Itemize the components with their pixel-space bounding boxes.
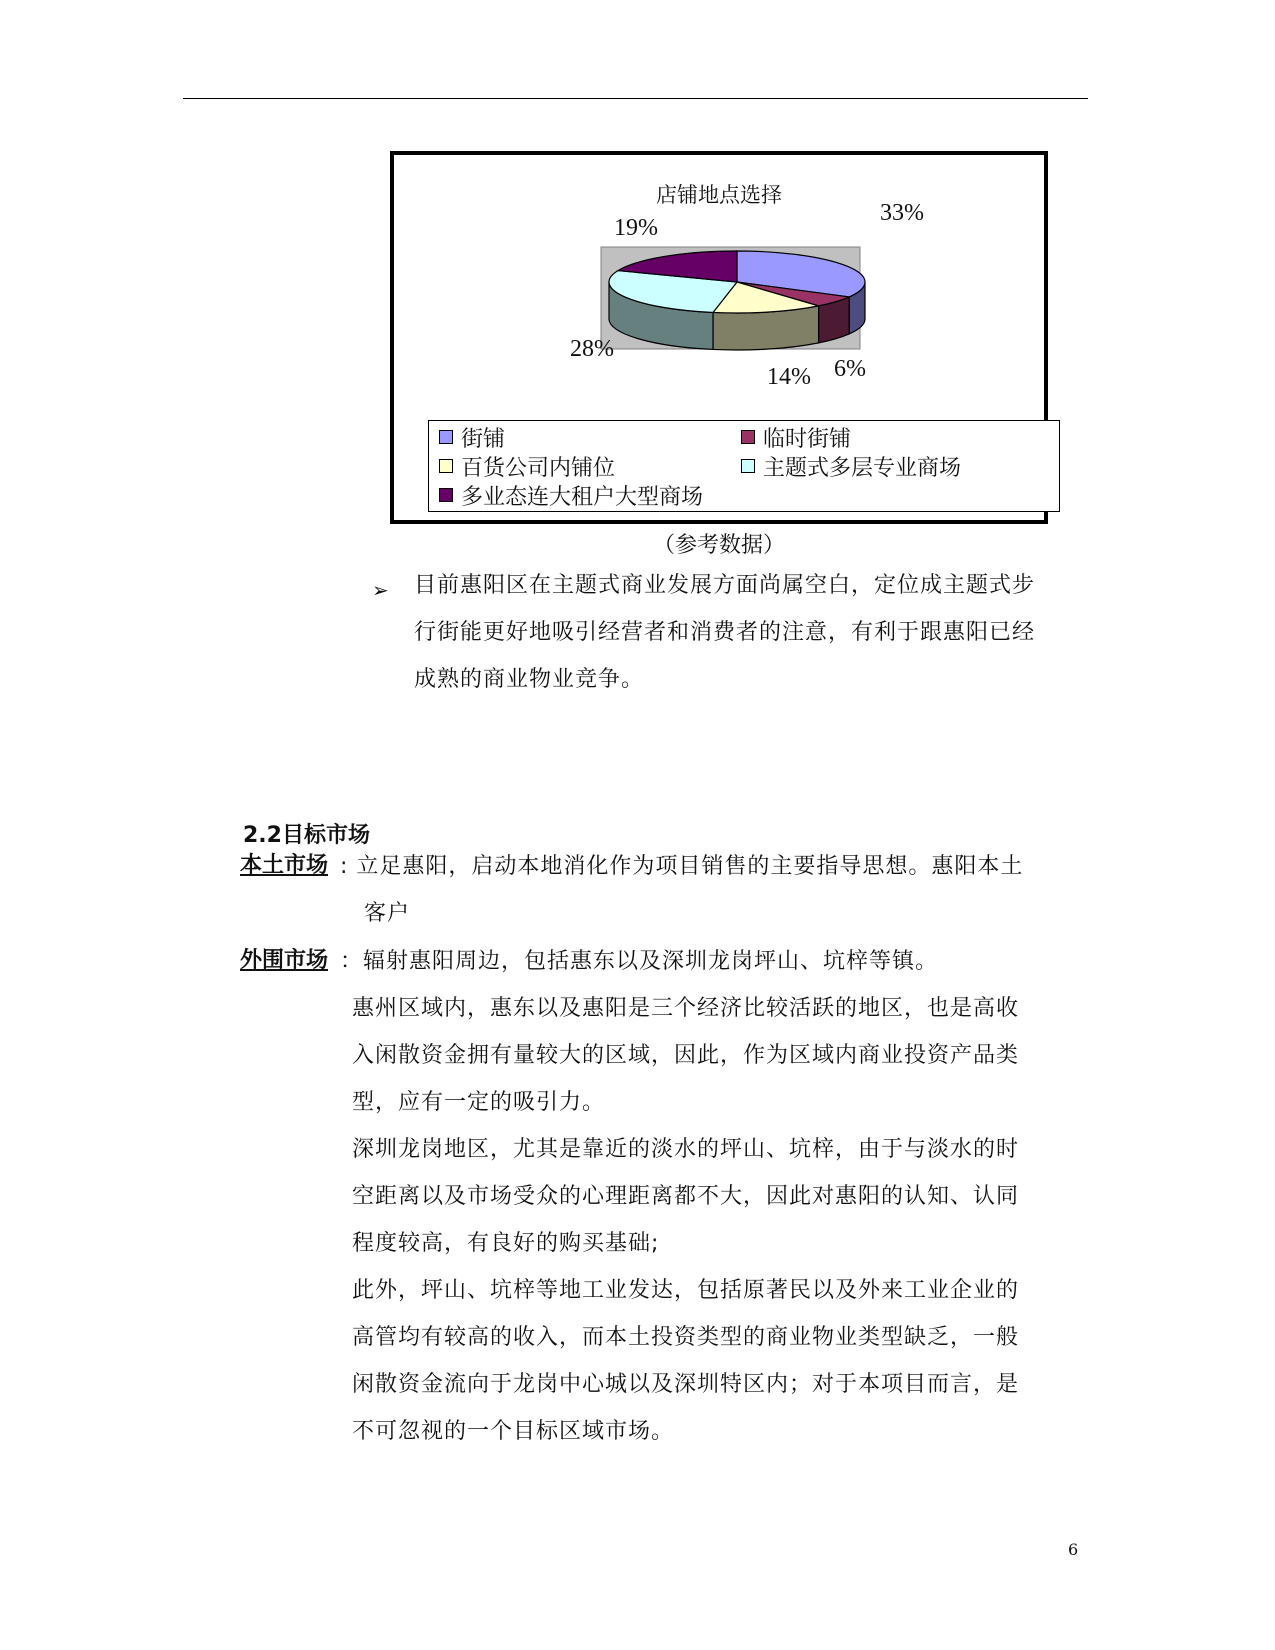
paragraph-line: 此外，坪山、坑梓等地工业发达，包括原著民以及外来工业企业的	[352, 1278, 1020, 1303]
paragraph-line: 惠州区域内，惠东以及惠阳是三个经济比较活跃的地区，也是高收	[352, 996, 1020, 1021]
page-number: 6	[1068, 1540, 1079, 1559]
pie-chart-figure	[390, 151, 1048, 524]
legend-label: 百货公司内铺位	[461, 455, 616, 481]
bullet-line: 行街能更好地吸引经营者和消费者的注意，有利于跟惠阳已经	[414, 620, 1036, 645]
data-label-zhuti: 28%	[570, 336, 614, 362]
chart-caption: （参考数据）	[652, 533, 785, 558]
legend-label: 主题式多层专业商场	[763, 455, 962, 481]
paragraph-line: 深圳龙岗地区，尤其是靠近的淡水的坪山、坑梓，由于与淡水的时	[352, 1137, 1020, 1162]
local-market-label: 本土市场	[240, 853, 329, 878]
section-heading: 2.2目标市场	[243, 823, 370, 848]
local-market-text: : 立足惠阳，启动本地消化作为项目销售的主要指导思想。惠阳本土	[340, 854, 1024, 879]
paragraph-line: 型，应有一定的吸引力。	[352, 1090, 606, 1115]
legend-item-jiepu	[439, 423, 505, 451]
local-market-text-cont: 客户	[364, 901, 411, 926]
legend-label: 多业态连大租户大型商场	[461, 484, 704, 510]
legend-swatch	[741, 459, 755, 473]
data-label-baihuo: 14%	[767, 364, 811, 390]
data-label-linshi: 6%	[834, 356, 866, 382]
data-label-duoyetai: 19%	[614, 215, 658, 241]
legend-item-baihuo	[439, 452, 615, 480]
chart-legend	[428, 420, 1060, 512]
paragraph-line: 闲散资金流向于龙岗中心城以及深圳特区内；对于本项目而言，是	[352, 1372, 1020, 1397]
chart-title: 店铺地点选择	[656, 183, 782, 207]
bullet-line: 成熟的商业物业竞争。	[414, 667, 645, 692]
legend-item-zhuti	[741, 452, 961, 480]
legend-item-duoyetai	[439, 481, 703, 509]
legend-swatch	[439, 459, 453, 473]
legend-label: 街铺	[461, 426, 506, 452]
bullet-line: 目前惠阳区在主题式商业发展方面尚属空白，定位成主题式步	[414, 573, 1036, 598]
outer-market-label: 外围市场	[240, 948, 329, 973]
legend-swatch	[439, 488, 453, 502]
paragraph-line: 不可忽视的一个目标区域市场。	[352, 1419, 675, 1444]
outer-market-text: ：辐射惠阳周边，包括惠东以及深圳龙岗坪山、坑梓等镇。	[340, 949, 939, 974]
paragraph-line: 空距离以及市场受众的心理距离都不大，因此对惠阳的认知、认同	[352, 1184, 1020, 1209]
legend-swatch	[439, 430, 453, 444]
legend-item-linshi	[741, 423, 851, 451]
paragraph-line: 入闲散资金拥有量较大的区域，因此，作为区域内商业投资产品类	[352, 1043, 1020, 1068]
data-label-jiepu: 33%	[880, 200, 924, 226]
legend-swatch	[741, 430, 755, 444]
header-rule	[183, 98, 1088, 99]
legend-label: 临时街铺	[763, 426, 852, 452]
paragraph-line: 高管均有较高的收入，而本土投资类型的商业物业类型缺乏，一般	[352, 1325, 1020, 1350]
paragraph-line: 程度较高，有良好的购买基础;	[352, 1231, 660, 1256]
arrow-bullet-icon: ➢	[372, 578, 389, 602]
